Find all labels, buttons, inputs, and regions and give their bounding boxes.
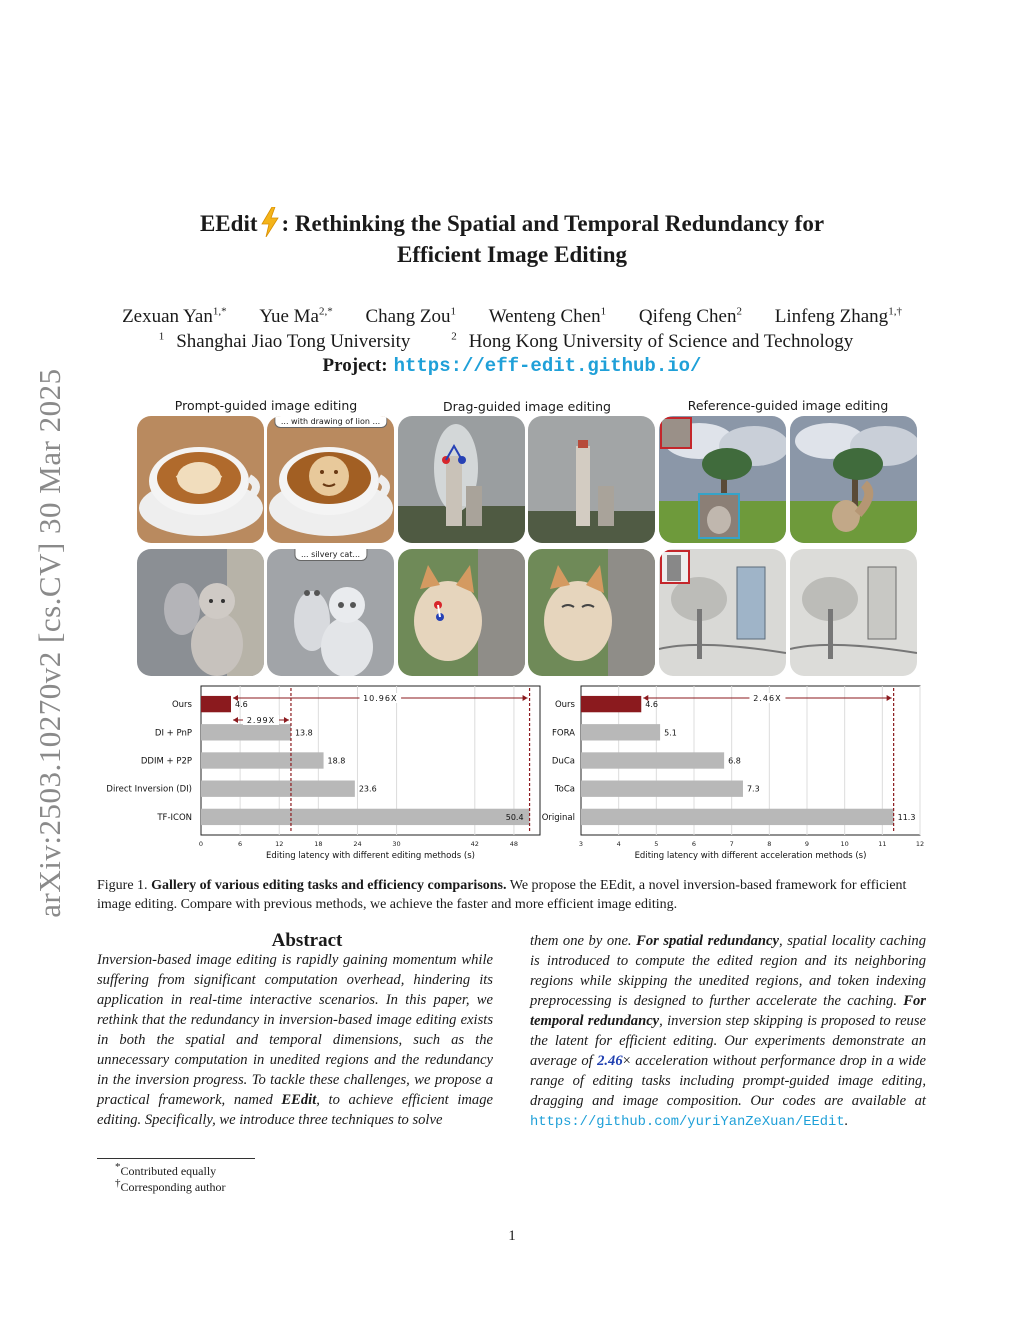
prompt-guided-label: Prompt-guided image editing bbox=[174, 398, 358, 413]
x-tick-label: 7 bbox=[729, 840, 734, 848]
editing-latency-chart bbox=[95, 683, 550, 869]
category-label: Direct Inversion (DI) bbox=[106, 784, 192, 795]
x-tick-label: 8 bbox=[767, 840, 772, 848]
drag-guided-label: Drag-guided image editing bbox=[443, 399, 611, 414]
x-tick-label: 0 bbox=[198, 840, 204, 848]
value-label: 4.6 bbox=[234, 700, 248, 710]
category-label: DDIM + P2P bbox=[140, 756, 192, 767]
arrow-head bbox=[887, 695, 892, 701]
bar bbox=[581, 752, 724, 768]
category-label: Ours bbox=[171, 700, 192, 711]
value-label: 6.8 bbox=[728, 756, 741, 766]
footnote-equal: *Contributed equally bbox=[115, 1161, 217, 1178]
prompt-tag: ... with drawing of lion ... bbox=[274, 416, 387, 428]
footnote-rule bbox=[97, 1158, 255, 1159]
reference-guided-label: Reference-guided image editing bbox=[687, 398, 889, 413]
bar bbox=[201, 809, 530, 825]
value-label: 7.3 bbox=[746, 784, 760, 794]
lighthouse-drag-image bbox=[398, 416, 525, 543]
lightning-bolt-icon bbox=[259, 207, 281, 237]
category-label: Ours bbox=[554, 700, 575, 711]
spatial-redundancy-label: For spatial redundancy bbox=[636, 933, 780, 949]
bar bbox=[201, 752, 324, 768]
value-label: 50.4 bbox=[505, 812, 524, 822]
x-axis-title: Editing latency with different acceleration methods (s) bbox=[634, 851, 867, 861]
speedup-value: 2.46 bbox=[597, 1053, 623, 1069]
page-number: 1 bbox=[508, 1228, 516, 1244]
x-tick-label: 12 bbox=[275, 840, 284, 848]
arrow-head bbox=[233, 717, 238, 723]
bar bbox=[581, 696, 641, 712]
footnote-corresponding: †Corresponding author bbox=[115, 1177, 226, 1194]
value-label: 11.3 bbox=[897, 812, 916, 822]
x-tick-label: 10 bbox=[840, 840, 849, 848]
latte-lion-image bbox=[267, 416, 394, 543]
value-label: 5.1 bbox=[664, 728, 677, 738]
author: Wenteng Chen$^1$ bbox=[488, 306, 607, 328]
bar bbox=[201, 781, 355, 797]
author: Zexuan Yan$^{1,*}$ bbox=[122, 306, 227, 328]
x-tick-label: 48 bbox=[509, 840, 519, 848]
x-tick-label: 3 bbox=[578, 840, 584, 848]
eedit-name: EEdit bbox=[281, 1092, 317, 1108]
building-result-image bbox=[790, 549, 917, 676]
abstract-right-column: them one by one. For spatial redundancy, spatial locality caching is introduced to compute the edited region and its neighboring regions while skipping the unedited regions, and token indexing preprocessing is designed to further accelerate the caching. For temporal redundancy, inversion step skipping is proposed to reuse the latent for efficient editing. Our experiments demonstrate an average of 2.46× acceleration without performance drop in a wide range of editing tasks including prompt-guided image editing, dragging and image composition. Our codes are available at https://github.com/yuriYanZeXuan/EEdit. bbox=[530, 933, 926, 1130]
abstract-left-column: Inversion-based image editing is rapidly gaining momentum while suffering from significant computation overhead, hindering its application in real-time interactive scenarios. In this paper, we rethink that the redundancy in inversion-based image editing exists in both the spatial and temporal dimensions, such as the unnecessary computation in unedited regions and the redundancy in the inversion progress. To tackle these challenges, we propose a practical framework, named EEdit, to achieve efficient image editing. Specifically, we introduce three techniques to solve bbox=[97, 952, 494, 1128]
building-reference-image bbox=[659, 549, 786, 676]
bar bbox=[201, 696, 231, 712]
x-tick-label: 12 bbox=[915, 840, 925, 848]
x-tick-label: 6 bbox=[238, 840, 243, 848]
value-label: 13.8 bbox=[294, 728, 313, 738]
cats-silvery-image bbox=[267, 549, 394, 676]
bar bbox=[581, 809, 894, 825]
acceleration-latency-chart bbox=[535, 683, 930, 869]
x-tick-label: 4 bbox=[616, 840, 621, 848]
category-label: DI + PnP bbox=[154, 728, 192, 739]
code-repo-link[interactable]: https://github.com/yuriYanZeXuan/EEdit bbox=[530, 1115, 845, 1130]
speedup-label: 10.96X bbox=[363, 694, 398, 703]
speedup-label: 2.46X bbox=[753, 694, 782, 703]
x-tick-label: 5 bbox=[654, 840, 659, 848]
arxiv-identifier: arXiv:2503.10270v2 [cs.CV] 30 Mar 2025 bbox=[32, 368, 67, 918]
bar bbox=[581, 781, 743, 797]
affiliation-list bbox=[90, 331, 934, 353]
title-eedit: EEdit bbox=[199, 211, 258, 236]
arrow-head bbox=[284, 717, 289, 723]
bar bbox=[581, 724, 660, 740]
value-label: 23.6 bbox=[358, 784, 377, 794]
squirrel-reference-image bbox=[659, 416, 786, 543]
project-link[interactable]: https://eff-edit.github.io/ bbox=[393, 355, 702, 377]
title-line2: Efficient Image Editing bbox=[397, 242, 627, 267]
project-line bbox=[90, 355, 934, 377]
author: Chang Zou$^1$ bbox=[365, 306, 456, 328]
x-axis-title: Editing latency with different editing methods (s) bbox=[266, 851, 475, 861]
lighthouse-result-image bbox=[528, 416, 655, 543]
category-label: TF-ICON bbox=[157, 812, 192, 823]
figure-caption bbox=[97, 876, 927, 914]
title-rest: : Rethinking the Spatial and Temporal Redundancy for bbox=[281, 211, 825, 236]
x-tick-label: 6 bbox=[691, 840, 697, 848]
temporal-redundancy-label: For temporal redundancy bbox=[530, 993, 926, 1029]
paper-title bbox=[100, 207, 924, 270]
squirrel-result-image bbox=[790, 416, 917, 543]
speedup-label: 2.99X bbox=[246, 716, 276, 725]
x-tick-label: 18 bbox=[314, 840, 323, 848]
x-tick-label: 30 bbox=[392, 840, 401, 848]
author: Qifeng Chen$^2$ bbox=[638, 306, 742, 328]
author: Yue $Ma^{2,*}$ bbox=[259, 306, 333, 328]
affiliation: $^2$ Hong Kong University of Science and Technology bbox=[451, 331, 854, 353]
category-label: ToCa bbox=[554, 784, 575, 795]
x-tick-label: 24 bbox=[353, 840, 362, 848]
caption-title: Gallery of various editing tasks and efficiency comparisons. bbox=[151, 878, 507, 893]
caption-text: We propose the EEdit, a novel inversion-based framework for efficient image editing. Compare with previous methods, we achieve the faster and more efficient image editing. bbox=[97, 878, 907, 912]
kitten-result-image bbox=[528, 549, 655, 676]
x-tick-label: 42 bbox=[470, 840, 479, 848]
project-label: Project: bbox=[322, 355, 388, 376]
latte-original-image bbox=[137, 416, 264, 543]
abstract-heading: Abstract bbox=[271, 930, 343, 951]
x-tick-label: 11 bbox=[878, 840, 887, 848]
category-label: DuCa bbox=[551, 756, 575, 767]
category-label: Original bbox=[541, 812, 575, 823]
affiliation: $^1$ Shanghai Jiao Tong University bbox=[158, 331, 411, 353]
arrow-head bbox=[523, 695, 528, 701]
x-tick-label: 9 bbox=[804, 840, 810, 848]
author-list bbox=[90, 306, 934, 328]
kitten-drag-image bbox=[398, 549, 525, 676]
cats-original-image bbox=[137, 549, 264, 676]
category-label: FORA bbox=[552, 728, 575, 739]
author: Linfeng Zhang$^{1,\dagger}$ bbox=[774, 306, 902, 328]
value-label: 4.6 bbox=[645, 700, 659, 710]
bar bbox=[201, 724, 291, 740]
prompt-tag: ... silvery cat... bbox=[294, 549, 367, 561]
caption-label: Figure 1. bbox=[97, 878, 148, 893]
value-label: 18.8 bbox=[327, 756, 346, 766]
